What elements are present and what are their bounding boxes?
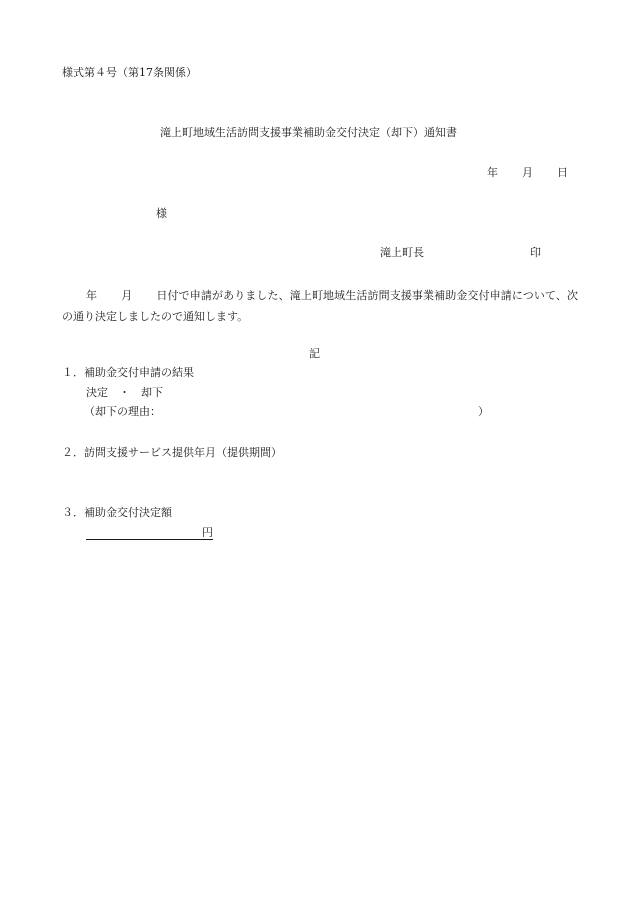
issuer-seal-mark: 印: [530, 246, 541, 259]
date-year-label: 年: [487, 166, 498, 179]
section-2-title: ２．訪問支援サービス提供年月（提供期間）: [62, 446, 282, 459]
document-title: 滝上町地域生活訪問支援事業補助金交付決定（却下）通知書: [160, 126, 457, 139]
notification-body: [62, 285, 578, 327]
date-day-label: 日: [557, 166, 568, 179]
ki-heading: 記: [309, 347, 320, 360]
body-text: 日付で申請がありました、滝上町地域生活訪問支援事業補助金交付申請について、次の通り決定しましたので通知します。: [62, 289, 578, 323]
issuer-title: 滝上町長: [380, 246, 424, 259]
body-year-label: 年: [86, 289, 98, 302]
recipient-honorific: 様: [156, 207, 167, 220]
form-number: 様式第４号（第17条関係）: [62, 66, 197, 79]
section-1-title: １．補助金交付申請の結果: [62, 366, 194, 379]
date-month-label: 月: [522, 166, 533, 179]
amount-unit: 円: [202, 526, 213, 539]
amount-blank-line: [86, 539, 202, 540]
section-3-title: ３．補助金交付決定額: [62, 506, 172, 519]
section-1-decision-options: 決定 ・ 却下: [86, 386, 163, 399]
section-1-reason-close: ）: [478, 405, 489, 418]
section-1-reason-label: （却下の理由：: [84, 405, 161, 418]
body-month-label: 月: [121, 289, 133, 302]
